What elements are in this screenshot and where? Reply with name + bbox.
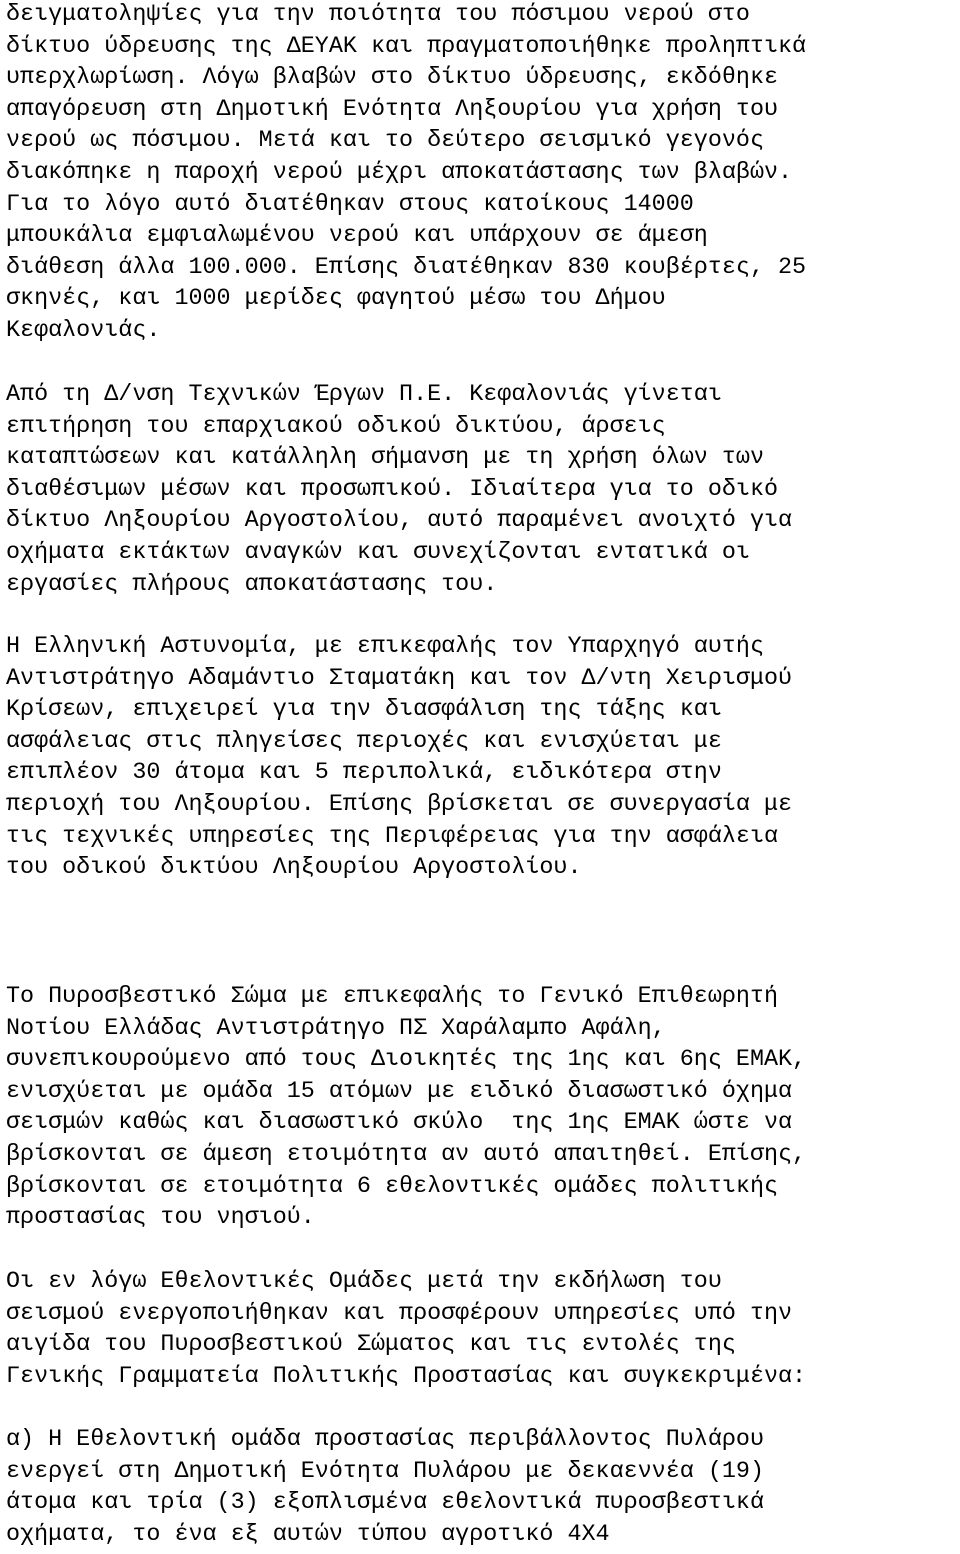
text-line: υπερχλωρίωση. Λόγω βλαβών στο δίκτυο ύδρευσης, εκδόθηκε: [6, 65, 779, 92]
text-line: ενεργεί στη Δημοτική Ενότητα Πυλάρου με δεκαεννέα (19): [6, 1458, 764, 1485]
text-line: σκηνές, και 1000 μερίδες φαγητού μέσω του Δήμου: [6, 286, 666, 313]
paragraph-technical-works: [6, 380, 956, 601]
paragraph-police: [6, 632, 956, 885]
paragraph-water-supply: [6, 0, 956, 348]
text-line: συνεπικουρούμενο από τους Διοικητές της 1ης και 6ης ΕΜΑΚ,: [6, 1047, 807, 1074]
text-line: διακόπηκε η παροχή νερού μέχρι αποκατάστασης των βλαβών.: [6, 159, 793, 186]
text-line: άτομα και τρία (3) εξοπλισμένα εθελοντικά πυροσβεστικά: [6, 1490, 764, 1517]
text-line: ασφάλειας στις πληγείσες περιοχές και ενισχύεται με: [6, 728, 722, 755]
paragraph-volunteer-groups: [6, 1267, 956, 1393]
paragraph-list-item-a: [6, 1425, 956, 1551]
text-line: Γενικής Γραμματεία Πολιτικής Προστασίας και συγκεκριμένα:: [6, 1363, 807, 1390]
text-line: δίκτυο ύδρευσης της ΔΕΥΑΚ και πραγματοποιήθηκε προληπτικά: [6, 33, 807, 60]
text-line: του οδικού δικτύου Ληξουρίου Αργοστολίου.: [6, 855, 582, 882]
text-line: δίκτυο Ληξουρίου Αργοστολίου, αυτό παραμένει ανοιχτό για: [6, 508, 793, 535]
text-line: Από τη Δ/νση Τεχνικών Έργων Π.Ε. Κεφαλονιάς γίνεται: [6, 382, 722, 408]
text-line: μπουκάλια εμφιαλωμένου νερού και υπάρχουν σε άμεση: [6, 223, 708, 250]
text-line: προστασίας του νησιού.: [6, 1205, 315, 1232]
text-line: Για το λόγο αυτό διατέθηκαν στους κατοίκους 14000: [6, 191, 694, 218]
text-line: σεισμών καθώς και διασωστικό σκύλο της 1ης ΕΜΑΚ ώστε να: [6, 1110, 793, 1137]
text-line: οχήματα εκτάκτων αναγκών και συνεχίζονται εντατικά οι: [6, 539, 750, 566]
text-line: οχήματα, το ένα εξ αυτών τύπου αγροτικό 4Χ4: [6, 1521, 610, 1548]
text-line: περιοχή του Ληξουρίου. Επίσης βρίσκεται σε συνεργασία με: [6, 791, 793, 818]
text-line: διάθεση άλλα 100.000. Επίσης διατέθηκαν 830 κουβέρτες, 25: [6, 254, 807, 281]
text-line: απαγόρευση στη Δημοτική Ενότητα Ληξουρίου για χρήση του: [6, 96, 779, 123]
text-line: καταπτώσεων και κατάλληλη σήμανση με τη χρήση όλων των: [6, 445, 764, 472]
text-line: Κεφαλονιάς.: [6, 317, 161, 344]
text-line: σεισμού ενεργοποιήθηκαν και προσφέρουν υπηρεσίες υπό την: [6, 1300, 793, 1327]
text-line: Οι εν λόγω Εθελοντικές Ομάδες μετά την εκδήλωση του: [6, 1269, 722, 1295]
text-line: αιγίδα του Πυροσβεστικού Σώματος και τις εντολές της: [6, 1332, 736, 1359]
text-line: Νοτίου Ελλάδας Αντιστράτηγο ΠΣ Χαράλαμπο Αφάλη,: [6, 1015, 666, 1042]
paragraph-fire-service: [6, 982, 956, 1235]
text-line: Αντιστράτηγο Αδαμάντιο Σταματάκη και τον Δ/ντη Χειρισμού: [6, 665, 793, 692]
text-line: επιτήρηση του επαρχιακού οδικού δικτύου, άρσεις: [6, 413, 666, 440]
text-line: επιπλέον 30 άτομα και 5 περιπολικά, ειδικότερα στην: [6, 760, 722, 787]
text-line: Η Ελληνική Αστυνομία, με επικεφαλής τον Υπαρχηγό αυτής: [6, 634, 764, 660]
text-line: δειγματοληψίες για την ποιότητα του πόσιμου νερού στο: [6, 2, 750, 28]
text-line: ενισχύεται με ομάδα 15 ατόμων με ειδικό διασωστικό όχημα: [6, 1078, 793, 1105]
text-line: διαθέσιμων μέσων και προσωπικού. Ιδιαίτερα για το οδικό: [6, 476, 779, 503]
text-line: τις τεχνικές υπηρεσίες της Περιφέρειας για την ασφάλεια: [6, 823, 779, 850]
text-line: βρίσκονται σε ετοιμότητα 6 εθελοντικές ομάδες πολιτικής: [6, 1173, 779, 1200]
text-line: Κρίσεων, επιχειρεί για την διασφάλιση της τάξης και: [6, 697, 722, 724]
text-line: Το Πυροσβεστικό Σώμα με επικεφαλής το Γενικό Επιθεωρητή: [6, 984, 779, 1010]
text-line: βρίσκονται σε άμεση ετοιμότητα αν αυτό απαιτηθεί. Επίσης,: [6, 1141, 807, 1168]
text-line: νερού ως πόσιμου. Μετά και το δεύτερο σεισμικό γεγονός: [6, 128, 764, 155]
text-line: α) Η Εθελοντική ομάδα προστασίας περιβάλλοντος Πυλάρου: [6, 1427, 764, 1453]
text-line: εργασίες πλήρους αποκατάστασης του.: [6, 571, 498, 598]
